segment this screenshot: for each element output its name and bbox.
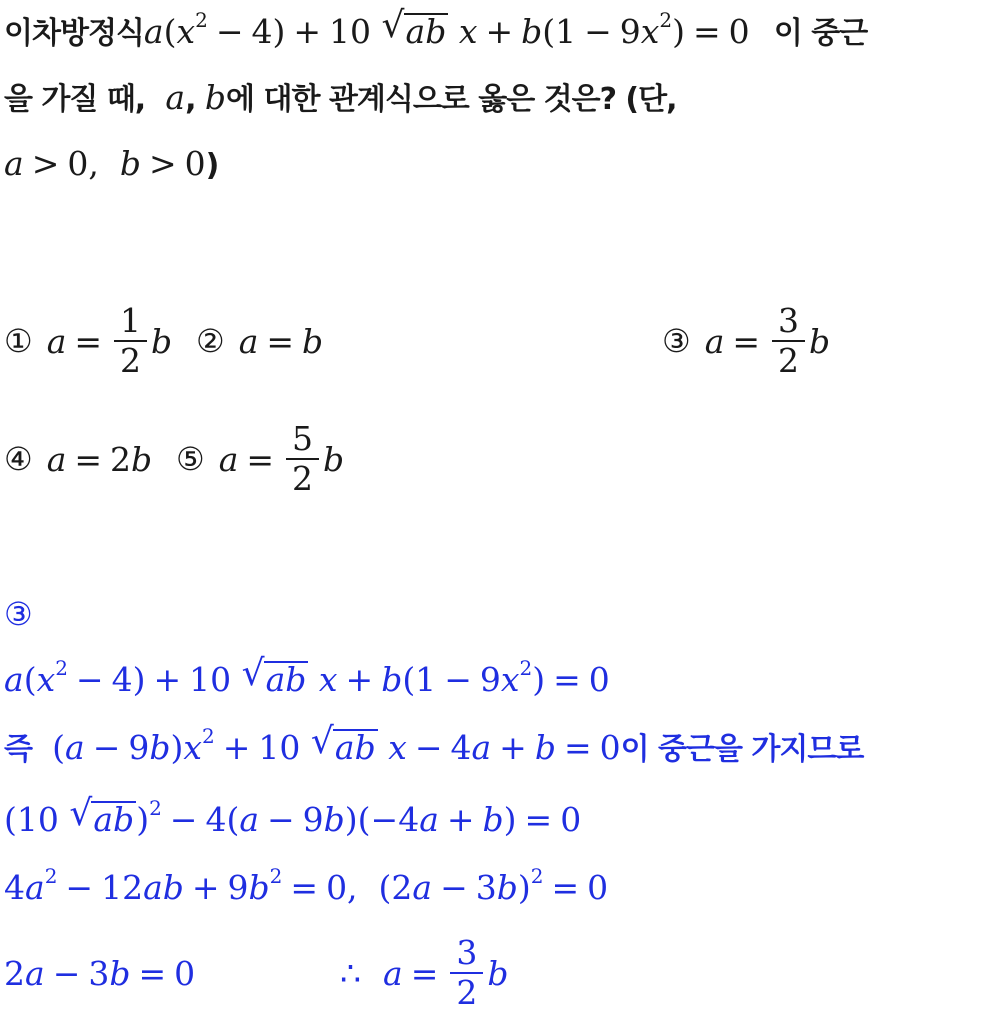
fraction-5-2: $\frac{5}{2}$ bbox=[286, 422, 319, 496]
solution-prefix: 즉 bbox=[4, 732, 32, 767]
choice-5[interactable]: ⑤ a = $\frac{5}{2}$ b bbox=[176, 419, 345, 498]
choice-marker: ④ bbox=[4, 440, 33, 478]
choice-1[interactable]: ① a = $\frac{1}{2}$ b bbox=[4, 301, 173, 380]
solution-answer: ③ bbox=[4, 595, 33, 633]
solution-line-5: 2a − 3b = 0 bbox=[4, 953, 196, 993]
question-text-3: 을 가질 때, bbox=[4, 82, 146, 117]
question-text-2: 이 중근 bbox=[773, 16, 868, 51]
question-line-1 bbox=[4, 5, 868, 54]
choice-marker: ⑤ bbox=[176, 440, 205, 478]
choice-marker: ③ bbox=[662, 322, 691, 360]
sqrt-ab: √ ab bbox=[381, 5, 447, 51]
choice-4[interactable]: ④ a = 2b bbox=[4, 439, 153, 479]
question-line-3: a > 0, b > 0) bbox=[4, 144, 219, 183]
fraction-3-2: $\frac{3}{2}$ bbox=[772, 304, 805, 378]
var-b: b bbox=[204, 78, 227, 117]
equation-main: $a(x^2 - 4) + 10$ √ ab $x + b(1 - 9x^2) = 0$ bbox=[143, 5, 750, 51]
fraction-3-2-solution: $\frac{3}{2}$ bbox=[450, 936, 483, 1010]
solution-suffix: 이 중근을 가지므로 bbox=[620, 732, 864, 767]
var-a: a bbox=[165, 78, 186, 117]
solution-line-1: $a(x^2 - 4) + 10$ √ ab $x + b(1 - 9x^2) = 0$ bbox=[4, 653, 610, 699]
choice-2[interactable]: ② a = b bbox=[196, 321, 324, 361]
solution-conclusion: ∴ a = $\frac{3}{2}$ b bbox=[340, 933, 509, 1012]
choice-marker: ① bbox=[4, 322, 33, 360]
fraction-1-2: $\frac{1}{2}$ bbox=[114, 304, 147, 378]
question-text-1: 이차방정식 bbox=[4, 16, 144, 51]
choice-marker: ② bbox=[196, 322, 225, 360]
solution-line-2: 즉 $(a - 9b)x^2 + 10$ √ ab x − 4a + b = 0이 중근을 가지므로 bbox=[4, 721, 864, 767]
choice-3[interactable]: ③ a = $\frac{3}{2}$ b bbox=[662, 301, 831, 380]
question-line-2: 을 가질 때, a, b에 대한 관계식으로 옳은 것은? (단, bbox=[4, 78, 677, 117]
condition: a > 0, b > 0 bbox=[4, 144, 206, 183]
therefore-symbol: ∴ bbox=[340, 953, 361, 993]
solution-line-3: (10 √ ab)$^2$ − 4(a − 9b)(−4a + b) = 0 bbox=[4, 793, 582, 839]
solution-line-4: $4a^2 - 12ab + 9b^2 = 0$, $(2a - 3b)^2 = 0$ bbox=[4, 864, 609, 907]
question-text-4: 에 대한 관계식으로 옳은 것은? (단, bbox=[226, 82, 677, 117]
